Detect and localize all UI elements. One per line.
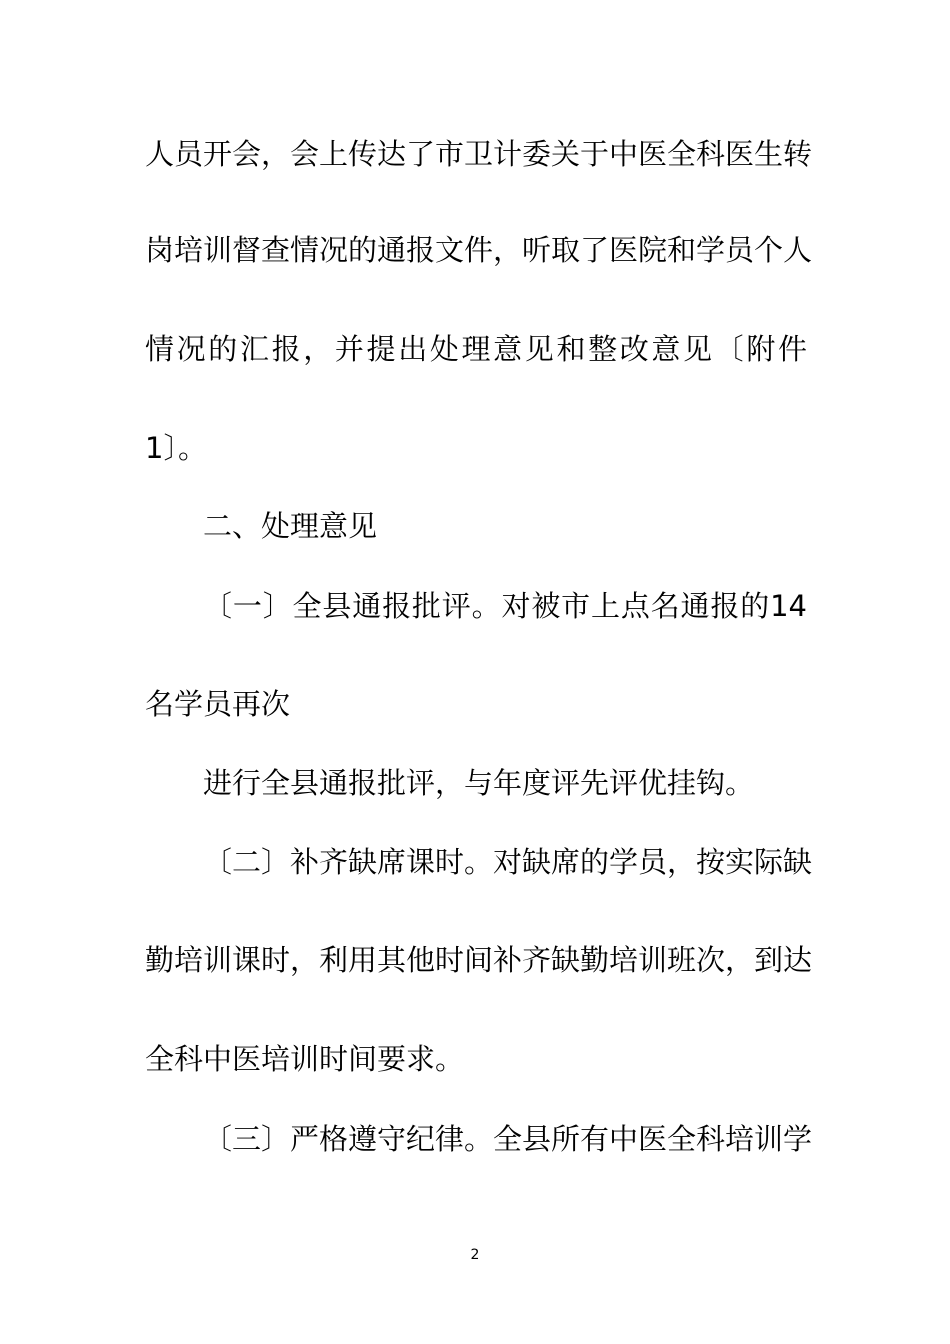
body-text-line: 岗培训督查情况的通报文件，听取了医院和学员个人 — [145, 233, 813, 267]
body-text-line: 人员开会，会上传达了市卫计委关于中医全科医生转 — [145, 137, 813, 171]
body-text-line: 1〕。 — [145, 431, 207, 465]
body-text-line: 〔一〕全县通报批评。对被市上点名通报的14 — [203, 589, 807, 623]
page-number: 2 — [470, 1247, 480, 1263]
body-text-line: 情况的汇报，并提出处理意见和整改意见〔附件 — [145, 332, 807, 366]
body-text-line: 全科中医培训时间要求。 — [145, 1042, 465, 1076]
section-heading: 二、处理意见 — [203, 509, 378, 543]
body-text-line: 勤培训课时，利用其他时间补齐缺勤培训班次，到达 — [145, 943, 813, 977]
body-text-line: 〔三〕严格遵守纪律。全县所有中医全科培训学 — [203, 1122, 813, 1156]
body-text-line: 进行全县通报批评，与年度评先评优挂钩。 — [203, 766, 755, 800]
body-text-line: 〔二〕补齐缺席课时。对缺席的学员，按实际缺 — [203, 845, 813, 879]
body-text-line: 名学员再次 — [145, 687, 291, 721]
